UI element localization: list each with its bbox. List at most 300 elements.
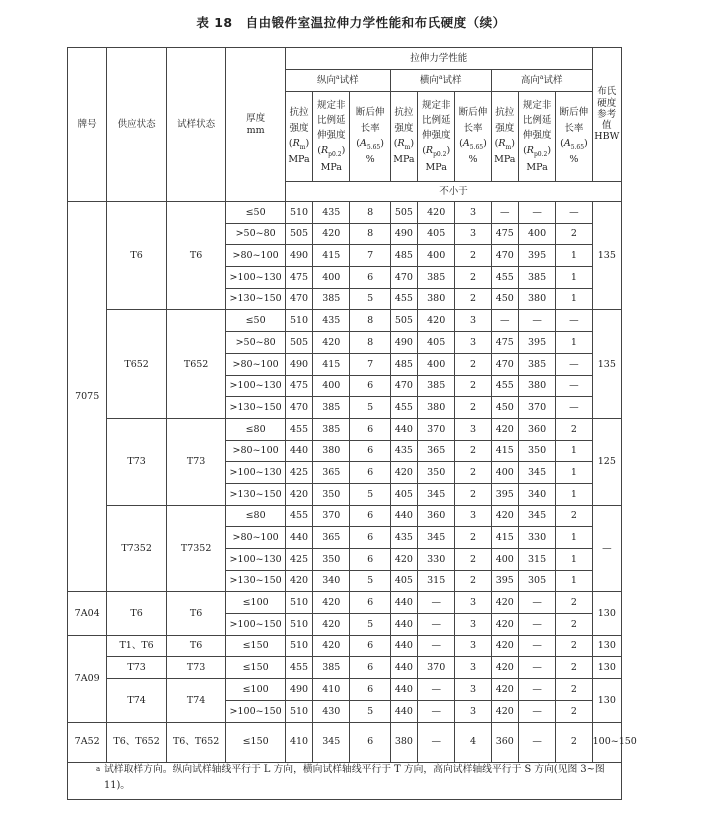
cell-t-elongation: 2 — [455, 483, 491, 505]
cell-t-elongation: 3 — [455, 592, 491, 614]
cell-l-yield-strength: 430 — [313, 700, 350, 722]
cell-t-tensile-strength: 440 — [390, 505, 417, 527]
cell-supply-state: T73 — [107, 418, 167, 505]
cell-s-elongation: 2 — [556, 418, 592, 440]
cell-t-elongation: 2 — [455, 440, 491, 462]
cell-specimen-state: T6 — [166, 202, 226, 310]
cell-s-tensile-strength: 400 — [491, 462, 518, 484]
cell-t-tensile-strength: 490 — [390, 332, 417, 354]
cell-t-yield-strength: 385 — [418, 375, 455, 397]
cell-l-yield-strength: 365 — [313, 462, 350, 484]
cell-l-yield-strength: 400 — [313, 267, 350, 289]
cell-s-tensile-strength: 400 — [491, 549, 518, 571]
cell-t-tensile-strength: 485 — [390, 245, 417, 267]
cell-hardness: 125 — [592, 418, 621, 505]
cell-t-elongation: 3 — [455, 332, 491, 354]
cell-s-elongation: 2 — [556, 700, 592, 722]
cell-l-yield-strength: 345 — [313, 722, 350, 762]
cell-s-tensile-strength: 420 — [491, 614, 518, 636]
cell-t-elongation: 3 — [455, 310, 491, 332]
cell-grade: 7075 — [68, 202, 107, 592]
cell-t-elongation: 2 — [455, 245, 491, 267]
cell-thickness: >100~130 — [226, 549, 286, 571]
cell-s-elongation: — — [556, 397, 592, 419]
cell-t-elongation: 3 — [455, 679, 491, 701]
cell-l-yield-strength: 410 — [313, 679, 350, 701]
cell-l-elongation: 6 — [350, 527, 390, 549]
cell-s-yield-strength: 345 — [518, 505, 555, 527]
cell-t-yield-strength: — — [418, 614, 455, 636]
cell-t-yield-strength: 315 — [418, 570, 455, 592]
cell-l-yield-strength: 385 — [313, 288, 350, 310]
cell-s-yield-strength: — — [518, 679, 555, 701]
cell-thickness: >100~130 — [226, 462, 286, 484]
cell-l-yield-strength: 420 — [313, 614, 350, 636]
cell-l-tensile-strength: 420 — [285, 483, 312, 505]
cell-thickness: >100~150 — [226, 700, 286, 722]
cell-t-yield-strength: — — [418, 635, 455, 657]
cell-s-yield-strength: 370 — [518, 397, 555, 419]
cell-t-tensile-strength: 470 — [390, 267, 417, 289]
cell-s-elongation: 1 — [556, 332, 592, 354]
cell-grade: 7A09 — [68, 635, 107, 722]
cell-t-tensile-strength: 420 — [390, 462, 417, 484]
cell-s-tensile-strength: 455 — [491, 375, 518, 397]
cell-t-yield-strength: 420 — [418, 202, 455, 224]
cell-s-tensile-strength: 420 — [491, 418, 518, 440]
cell-l-tensile-strength: 490 — [285, 245, 312, 267]
cell-specimen-state: T7352 — [166, 505, 226, 592]
header-hardness: 布氏 硬度 参考 值 HBW — [592, 48, 621, 182]
cell-l-yield-strength: 435 — [313, 310, 350, 332]
cell-l-tensile-strength: 510 — [285, 700, 312, 722]
cell-s-elongation: — — [556, 353, 592, 375]
cell-l-elongation: 7 — [350, 353, 390, 375]
cell-s-elongation: 1 — [556, 462, 592, 484]
cell-l-elongation: 8 — [350, 332, 390, 354]
header-tensile-strength: 抗拉 强度 $(R_m)$ MPa — [390, 92, 417, 182]
header-short-transverse: 高向$^a$试样 — [491, 70, 592, 92]
cell-s-yield-strength: 330 — [518, 527, 555, 549]
cell-t-tensile-strength: 435 — [390, 527, 417, 549]
cell-t-yield-strength: 345 — [418, 527, 455, 549]
cell-thickness: ≤100 — [226, 592, 286, 614]
cell-t-yield-strength: 345 — [418, 483, 455, 505]
header-tensile-strength: 抗拉 强度 $(R_m)$ MPa — [491, 92, 518, 182]
cell-s-yield-strength: — — [518, 635, 555, 657]
cell-t-yield-strength: — — [418, 722, 455, 762]
cell-t-elongation: 4 — [455, 722, 491, 762]
cell-specimen-state: T74 — [166, 679, 226, 722]
cell-l-yield-strength: 420 — [313, 332, 350, 354]
cell-t-tensile-strength: 440 — [390, 614, 417, 636]
header-yield-strength: 规定非 比例延 伸强度 $(R_{p0.2})$ MPa — [518, 92, 555, 182]
cell-l-tensile-strength: 455 — [285, 657, 312, 679]
cell-l-elongation: 6 — [350, 440, 390, 462]
cell-t-yield-strength: — — [418, 592, 455, 614]
cell-supply-state: T6 — [107, 202, 167, 310]
cell-supply-state: T6、T652 — [107, 722, 167, 762]
cell-l-tensile-strength: 510 — [285, 202, 312, 224]
cell-s-tensile-strength: 395 — [491, 483, 518, 505]
cell-s-elongation: 2 — [556, 657, 592, 679]
cell-s-elongation: 1 — [556, 483, 592, 505]
cell-l-yield-strength: 420 — [313, 635, 350, 657]
cell-t-tensile-strength: 505 — [390, 310, 417, 332]
cell-s-yield-strength: — — [518, 592, 555, 614]
cell-l-elongation: 5 — [350, 570, 390, 592]
header-yield-strength: 规定非 比例延 伸强度 $(R_{p0.2})$ MPa — [418, 92, 455, 182]
cell-l-tensile-strength: 470 — [285, 288, 312, 310]
cell-l-tensile-strength: 440 — [285, 440, 312, 462]
cell-t-tensile-strength: 505 — [390, 202, 417, 224]
cell-l-yield-strength: 385 — [313, 397, 350, 419]
cell-s-tensile-strength: 415 — [491, 440, 518, 462]
header-grade: 牌号 — [68, 48, 107, 202]
cell-s-elongation: 1 — [556, 570, 592, 592]
cell-l-elongation: 5 — [350, 483, 390, 505]
cell-s-tensile-strength: 475 — [491, 223, 518, 245]
cell-t-elongation: 2 — [455, 375, 491, 397]
cell-l-elongation: 6 — [350, 462, 390, 484]
cell-l-tensile-strength: 455 — [285, 505, 312, 527]
header-longitudinal: 纵向$^a$试样 — [285, 70, 390, 92]
cell-s-yield-strength: 385 — [518, 353, 555, 375]
cell-t-elongation: 3 — [455, 657, 491, 679]
cell-l-yield-strength: 350 — [313, 549, 350, 571]
cell-l-tensile-strength: 490 — [285, 679, 312, 701]
cell-supply-state: T74 — [107, 679, 167, 722]
cell-l-tensile-strength: 440 — [285, 527, 312, 549]
cell-specimen-state: T6 — [166, 635, 226, 657]
cell-l-tensile-strength: 490 — [285, 353, 312, 375]
cell-s-yield-strength: 350 — [518, 440, 555, 462]
cell-s-yield-strength: 395 — [518, 245, 555, 267]
cell-l-yield-strength: 400 — [313, 375, 350, 397]
header-not-less-than: 不小于 — [285, 182, 621, 202]
header-specimen-state: 试样状态 — [166, 48, 226, 202]
cell-t-yield-strength: 380 — [418, 397, 455, 419]
cell-t-elongation: 3 — [455, 418, 491, 440]
mechanical-properties-table — [67, 47, 637, 763]
cell-l-tensile-strength: 510 — [285, 592, 312, 614]
cell-s-yield-strength: 315 — [518, 549, 555, 571]
cell-l-yield-strength: 380 — [313, 440, 350, 462]
cell-thickness: >130~150 — [226, 483, 286, 505]
cell-t-yield-strength: 330 — [418, 549, 455, 571]
cell-s-tensile-strength: 420 — [491, 635, 518, 657]
cell-supply-state: T7352 — [107, 505, 167, 592]
cell-thickness: >80~100 — [226, 353, 286, 375]
cell-thickness: ≤150 — [226, 657, 286, 679]
cell-t-yield-strength: — — [418, 700, 455, 722]
cell-thickness: >80~100 — [226, 440, 286, 462]
cell-l-tensile-strength: 425 — [285, 549, 312, 571]
cell-s-yield-strength: — — [518, 722, 555, 762]
cell-s-tensile-strength: 420 — [491, 592, 518, 614]
cell-l-elongation: 5 — [350, 397, 390, 419]
cell-l-elongation: 6 — [350, 657, 390, 679]
cell-l-elongation: 6 — [350, 418, 390, 440]
cell-t-yield-strength: 370 — [418, 418, 455, 440]
cell-t-yield-strength: 400 — [418, 353, 455, 375]
cell-hardness: 100~150 — [592, 722, 621, 762]
cell-hardness: 130 — [592, 635, 621, 657]
header-elongation: 断后伸 长率 $(A_{5.65})$ % — [455, 92, 491, 182]
cell-l-elongation: 5 — [350, 288, 390, 310]
cell-supply-state: T1、T6 — [107, 635, 167, 657]
cell-t-yield-strength: 380 — [418, 288, 455, 310]
header-transverse: 横向$^a$试样 — [390, 70, 491, 92]
cell-t-tensile-strength: 490 — [390, 223, 417, 245]
cell-l-elongation: 6 — [350, 505, 390, 527]
cell-l-elongation: 5 — [350, 614, 390, 636]
cell-s-tensile-strength: 415 — [491, 527, 518, 549]
cell-l-elongation: 6 — [350, 635, 390, 657]
cell-l-elongation: 6 — [350, 375, 390, 397]
cell-t-elongation: 3 — [455, 700, 491, 722]
cell-l-yield-strength: 385 — [313, 418, 350, 440]
cell-thickness: >100~130 — [226, 267, 286, 289]
cell-specimen-state: T652 — [166, 310, 226, 418]
cell-s-yield-strength: — — [518, 202, 555, 224]
cell-l-tensile-strength: 505 — [285, 332, 312, 354]
cell-thickness: ≤50 — [226, 310, 286, 332]
cell-thickness: ≤100 — [226, 679, 286, 701]
cell-l-tensile-strength: 475 — [285, 267, 312, 289]
cell-l-tensile-strength: 510 — [285, 310, 312, 332]
cell-thickness: ≤80 — [226, 418, 286, 440]
cell-s-yield-strength: — — [518, 310, 555, 332]
cell-t-tensile-strength: 405 — [390, 483, 417, 505]
cell-hardness: 135 — [592, 310, 621, 418]
cell-grade: 7A04 — [68, 592, 107, 635]
cell-thickness: >130~150 — [226, 397, 286, 419]
cell-thickness: ≤50 — [226, 202, 286, 224]
cell-t-yield-strength: 370 — [418, 657, 455, 679]
cell-s-tensile-strength: 420 — [491, 679, 518, 701]
cell-s-elongation: 1 — [556, 549, 592, 571]
cell-t-elongation: 2 — [455, 549, 491, 571]
cell-thickness: >50~80 — [226, 223, 286, 245]
cell-l-elongation: 6 — [350, 267, 390, 289]
cell-hardness: 130 — [592, 657, 621, 679]
cell-s-tensile-strength: 420 — [491, 700, 518, 722]
cell-t-elongation: 2 — [455, 570, 491, 592]
cell-t-tensile-strength: 440 — [390, 418, 417, 440]
cell-l-elongation: 7 — [350, 245, 390, 267]
header-tensile-properties: 拉伸力学性能 — [285, 48, 592, 70]
cell-s-yield-strength: 305 — [518, 570, 555, 592]
cell-t-elongation: 3 — [455, 505, 491, 527]
cell-s-elongation: — — [556, 202, 592, 224]
footnote-text: 试样取样方向。纵向试样轴线平行于 L 方向，横向试样轴线平行于 T 方向，高向试样轴线平行于 S 方向(见图 3~图 11)。 — [104, 764, 605, 791]
cell-s-elongation: 2 — [556, 722, 592, 762]
header-supply-state: 供应状态 — [107, 48, 167, 202]
cell-l-elongation: 6 — [350, 549, 390, 571]
cell-l-elongation: 8 — [350, 202, 390, 224]
cell-s-tensile-strength: 455 — [491, 267, 518, 289]
cell-thickness: ≤150 — [226, 635, 286, 657]
cell-thickness: >130~150 — [226, 570, 286, 592]
cell-t-tensile-strength: 485 — [390, 353, 417, 375]
cell-l-yield-strength: 435 — [313, 202, 350, 224]
cell-s-yield-strength: 345 — [518, 462, 555, 484]
cell-s-yield-strength: — — [518, 657, 555, 679]
cell-specimen-state: T6、T652 — [166, 722, 226, 762]
cell-thickness: >80~100 — [226, 245, 286, 267]
cell-t-elongation: 2 — [455, 462, 491, 484]
header-tensile-strength: 抗拉 强度 $(R_m)$ MPa — [285, 92, 312, 182]
cell-l-tensile-strength: 510 — [285, 635, 312, 657]
cell-s-yield-strength: 360 — [518, 418, 555, 440]
cell-s-elongation: 1 — [556, 440, 592, 462]
cell-t-yield-strength: 350 — [418, 462, 455, 484]
cell-specimen-state: T73 — [166, 418, 226, 505]
cell-t-yield-strength: 365 — [418, 440, 455, 462]
cell-t-tensile-strength: 380 — [390, 722, 417, 762]
table-footnote — [67, 760, 622, 800]
cell-l-elongation: 6 — [350, 679, 390, 701]
cell-l-tensile-strength: 410 — [285, 722, 312, 762]
cell-s-elongation: — — [556, 310, 592, 332]
cell-l-yield-strength: 420 — [313, 223, 350, 245]
cell-s-yield-strength: 380 — [518, 375, 555, 397]
cell-supply-state: T652 — [107, 310, 167, 418]
cell-supply-state: T6 — [107, 592, 167, 635]
cell-s-elongation: 2 — [556, 505, 592, 527]
cell-l-yield-strength: 365 — [313, 527, 350, 549]
cell-t-tensile-strength: 440 — [390, 657, 417, 679]
cell-l-elongation: 8 — [350, 223, 390, 245]
cell-l-elongation: 6 — [350, 722, 390, 762]
cell-s-elongation: 2 — [556, 223, 592, 245]
cell-s-yield-strength: 395 — [518, 332, 555, 354]
cell-t-tensile-strength: 470 — [390, 375, 417, 397]
cell-s-tensile-strength: 470 — [491, 353, 518, 375]
cell-thickness: ≤80 — [226, 505, 286, 527]
cell-t-elongation: 2 — [455, 288, 491, 310]
cell-thickness: >50~80 — [226, 332, 286, 354]
cell-t-tensile-strength: 435 — [390, 440, 417, 462]
cell-s-elongation: 1 — [556, 267, 592, 289]
cell-t-yield-strength: 360 — [418, 505, 455, 527]
cell-s-tensile-strength: 475 — [491, 332, 518, 354]
cell-l-yield-strength: 415 — [313, 353, 350, 375]
cell-l-tensile-strength: 455 — [285, 418, 312, 440]
cell-s-tensile-strength: 450 — [491, 288, 518, 310]
cell-l-elongation: 5 — [350, 700, 390, 722]
cell-t-tensile-strength: 440 — [390, 700, 417, 722]
cell-t-yield-strength: — — [418, 679, 455, 701]
cell-t-yield-strength: 420 — [418, 310, 455, 332]
cell-t-elongation: 3 — [455, 635, 491, 657]
cell-grade: 7A52 — [68, 722, 107, 762]
cell-l-yield-strength: 340 — [313, 570, 350, 592]
cell-hardness: 130 — [592, 679, 621, 722]
cell-t-tensile-strength: 405 — [390, 570, 417, 592]
cell-s-yield-strength: — — [518, 614, 555, 636]
header-elongation: 断后伸 长率 $(A_{5.65})$ % — [350, 92, 390, 182]
cell-t-tensile-strength: 455 — [390, 288, 417, 310]
cell-thickness: >100~150 — [226, 614, 286, 636]
cell-l-tensile-strength: 475 — [285, 375, 312, 397]
cell-t-yield-strength: 405 — [418, 332, 455, 354]
cell-s-yield-strength: 400 — [518, 223, 555, 245]
cell-l-yield-strength: 370 — [313, 505, 350, 527]
cell-t-yield-strength: 405 — [418, 223, 455, 245]
table-title: 表 18 自由锻件室温拉伸力学性能和布氏硬度（续） — [196, 15, 506, 30]
cell-s-elongation: — — [556, 375, 592, 397]
cell-thickness: ≤150 — [226, 722, 286, 762]
cell-t-elongation: 3 — [455, 614, 491, 636]
cell-l-yield-strength: 420 — [313, 592, 350, 614]
header-elongation: 断后伸 长率 $(A_{5.65})$ % — [556, 92, 592, 182]
cell-hardness: 130 — [592, 592, 621, 635]
cell-t-tensile-strength: 455 — [390, 397, 417, 419]
cell-t-tensile-strength: 440 — [390, 679, 417, 701]
cell-t-tensile-strength: 440 — [390, 592, 417, 614]
cell-l-yield-strength: 385 — [313, 657, 350, 679]
cell-s-elongation: 2 — [556, 679, 592, 701]
cell-l-tensile-strength: 470 — [285, 397, 312, 419]
cell-l-tensile-strength: 425 — [285, 462, 312, 484]
cell-hardness: — — [592, 505, 621, 592]
cell-l-tensile-strength: 420 — [285, 570, 312, 592]
cell-s-tensile-strength: 395 — [491, 570, 518, 592]
cell-thickness: >80~100 — [226, 527, 286, 549]
cell-t-elongation: 2 — [455, 397, 491, 419]
cell-specimen-state: T6 — [166, 592, 226, 635]
cell-s-elongation: 1 — [556, 527, 592, 549]
cell-s-yield-strength: 385 — [518, 267, 555, 289]
cell-t-elongation: 2 — [455, 353, 491, 375]
cell-specimen-state: T73 — [166, 657, 226, 679]
cell-l-yield-strength: 350 — [313, 483, 350, 505]
cell-s-tensile-strength: — — [491, 310, 518, 332]
footnote-marker: a — [96, 765, 101, 773]
cell-l-elongation: 6 — [350, 592, 390, 614]
cell-hardness: 135 — [592, 202, 621, 310]
cell-l-yield-strength: 415 — [313, 245, 350, 267]
cell-t-elongation: 2 — [455, 267, 491, 289]
cell-supply-state: T73 — [107, 657, 167, 679]
cell-t-tensile-strength: 420 — [390, 549, 417, 571]
cell-s-elongation: 1 — [556, 245, 592, 267]
cell-thickness: >130~150 — [226, 288, 286, 310]
cell-t-tensile-strength: 440 — [390, 635, 417, 657]
cell-s-yield-strength: — — [518, 700, 555, 722]
cell-s-tensile-strength: 360 — [491, 722, 518, 762]
cell-s-elongation: 2 — [556, 592, 592, 614]
cell-t-elongation: 2 — [455, 527, 491, 549]
cell-t-yield-strength: 400 — [418, 245, 455, 267]
cell-s-tensile-strength: — — [491, 202, 518, 224]
cell-s-tensile-strength: 450 — [491, 397, 518, 419]
cell-thickness: >100~130 — [226, 375, 286, 397]
cell-s-tensile-strength: 420 — [491, 505, 518, 527]
cell-l-elongation: 8 — [350, 310, 390, 332]
cell-s-elongation: 2 — [556, 635, 592, 657]
cell-s-yield-strength: 340 — [518, 483, 555, 505]
cell-s-yield-strength: 380 — [518, 288, 555, 310]
cell-s-elongation: 2 — [556, 614, 592, 636]
header-thickness: 厚度 mm — [226, 48, 286, 202]
cell-s-tensile-strength: 470 — [491, 245, 518, 267]
cell-s-elongation: 1 — [556, 288, 592, 310]
cell-l-tensile-strength: 505 — [285, 223, 312, 245]
cell-t-yield-strength: 385 — [418, 267, 455, 289]
